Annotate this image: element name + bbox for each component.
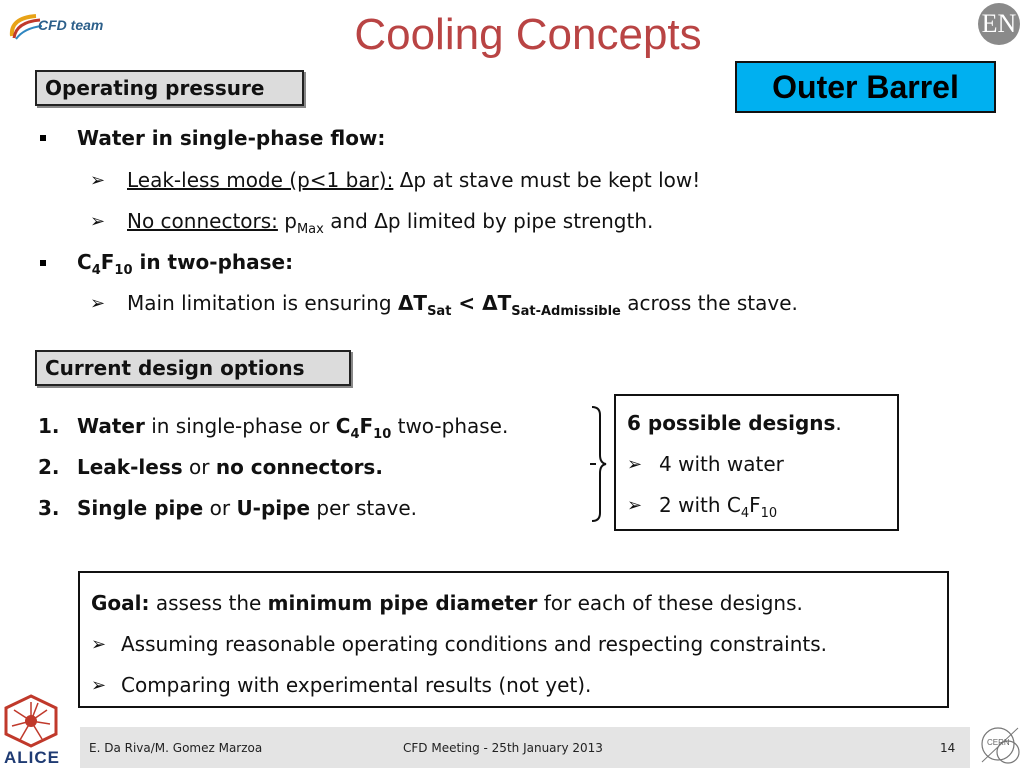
- lt-delta-t: < ΔT: [451, 291, 512, 315]
- option-number: 2.: [38, 455, 60, 479]
- designs-title-end: .: [835, 411, 842, 435]
- goal-item-assuming: Assuming reasonable operating conditions and respecting constraints.: [121, 632, 828, 656]
- sub-10: 10: [760, 506, 778, 521]
- no-connectors-label: No connectors:: [127, 209, 278, 233]
- arrow-bullet-icon: ➢: [627, 495, 643, 516]
- bullet-text: Water in single-phase flow:: [77, 126, 386, 150]
- option-1: [38, 414, 509, 442]
- designs-box: [614, 394, 899, 531]
- sat-sub: Sat: [427, 304, 452, 319]
- designs-item2-pre: 2 with C: [659, 493, 741, 517]
- arrow-bullet-icon: ➢: [91, 675, 107, 696]
- section-label-operating-pressure: Operating pressure: [35, 70, 304, 106]
- goal-label: Goal:: [91, 591, 150, 615]
- option-bold-2: no connectors.: [215, 455, 383, 479]
- sub-4: 4: [350, 427, 360, 442]
- arrow-bullet-icon: ➢: [91, 634, 107, 655]
- arrow-bullet-icon: ➢: [627, 454, 643, 475]
- alice-text: ALICE: [4, 748, 60, 767]
- option-bold-2: U-pipe: [236, 496, 311, 520]
- option-2: [38, 455, 383, 479]
- option-mid: or: [203, 496, 237, 520]
- en-badge-label: EN: [981, 9, 1017, 38]
- limitation-post: across the stave.: [620, 291, 798, 315]
- sub-4: 4: [740, 506, 750, 521]
- footer-page-number: 14: [940, 741, 956, 755]
- arrow-bullet-icon: ➢: [90, 170, 106, 191]
- arrow-bullet-icon: ➢: [90, 211, 106, 232]
- no-connectors-text: and Δp limited by pipe strength.: [323, 209, 654, 233]
- f-text: F: [100, 250, 115, 274]
- p-max-sub: Max: [296, 222, 324, 237]
- leak-less-text: Δp at stave must be kept low!: [393, 168, 701, 192]
- two-phase-text: in two-phase:: [132, 250, 294, 274]
- logo-text: CFD team: [38, 17, 104, 33]
- alice-logo: [0, 694, 62, 768]
- option-3: [38, 496, 417, 520]
- option-mid: or: [182, 455, 216, 479]
- goal-pre: assess the: [149, 591, 268, 615]
- goal-post: for each of these designs.: [537, 591, 803, 615]
- c-text: C: [335, 414, 351, 438]
- section-label-current-design-options: Current design options: [35, 350, 351, 386]
- option-end: per stave.: [310, 496, 417, 520]
- delta-t: ΔT: [397, 291, 428, 315]
- designs-item-water: 4 with water: [659, 452, 784, 476]
- square-bullet-icon: [40, 260, 46, 266]
- bullet-no-connectors: [127, 209, 653, 237]
- designs-title: [627, 411, 842, 435]
- designs-item-c4f10: [659, 493, 777, 521]
- bullet-main-limitation: [127, 291, 798, 319]
- en-badge: [978, 3, 1020, 45]
- f-text: F: [359, 414, 374, 438]
- c-text: C: [77, 250, 92, 274]
- option-mid: in single-phase or: [144, 414, 336, 438]
- option-bold: Single pipe: [77, 496, 204, 520]
- cern-text: CERN: [987, 738, 1010, 747]
- limitation-pre: Main limitation is ensuring: [127, 291, 398, 315]
- cern-logo: [978, 722, 1022, 766]
- goal-item-comparing: Comparing with experimental results (not yet).: [121, 673, 592, 697]
- goal-line: [91, 591, 803, 615]
- f-text: F: [749, 493, 761, 517]
- option-bold: Leak-less: [77, 455, 183, 479]
- alice-burst-icon: [2, 694, 60, 748]
- sat-admissible-sub: Sat-Admissible: [511, 304, 621, 319]
- option-bold: Water: [77, 414, 145, 438]
- sub-10: 10: [373, 427, 392, 442]
- footer-authors: E. Da Riva/M. Gomez Marzoa: [89, 741, 263, 755]
- bullet-leak-less: [127, 168, 700, 192]
- option-end: two-phase.: [391, 414, 509, 438]
- goal-bold: minimum pipe diameter: [267, 591, 538, 615]
- sub-4: 4: [91, 263, 101, 278]
- outer-barrel-badge: Outer Barrel: [735, 61, 996, 113]
- option-number: 1.: [38, 414, 60, 438]
- bullet-c4f10-two-phase: [77, 250, 293, 278]
- square-bullet-icon: [40, 135, 46, 141]
- brace-icon: [588, 405, 612, 523]
- designs-title-bold: 6 possible designs: [627, 411, 836, 435]
- leak-less-label: Leak-less mode (p<1 bar):: [127, 168, 394, 192]
- page-title: Cooling Concepts: [354, 10, 702, 59]
- sub-10: 10: [114, 263, 133, 278]
- arrow-bullet-icon: ➢: [90, 293, 106, 314]
- option-number: 3.: [38, 496, 60, 520]
- bullet-water-single-phase: [77, 126, 385, 150]
- p-text: p: [277, 209, 297, 233]
- goal-box: [78, 571, 949, 708]
- footer-meeting: CFD Meeting - 25th January 2013: [403, 741, 603, 755]
